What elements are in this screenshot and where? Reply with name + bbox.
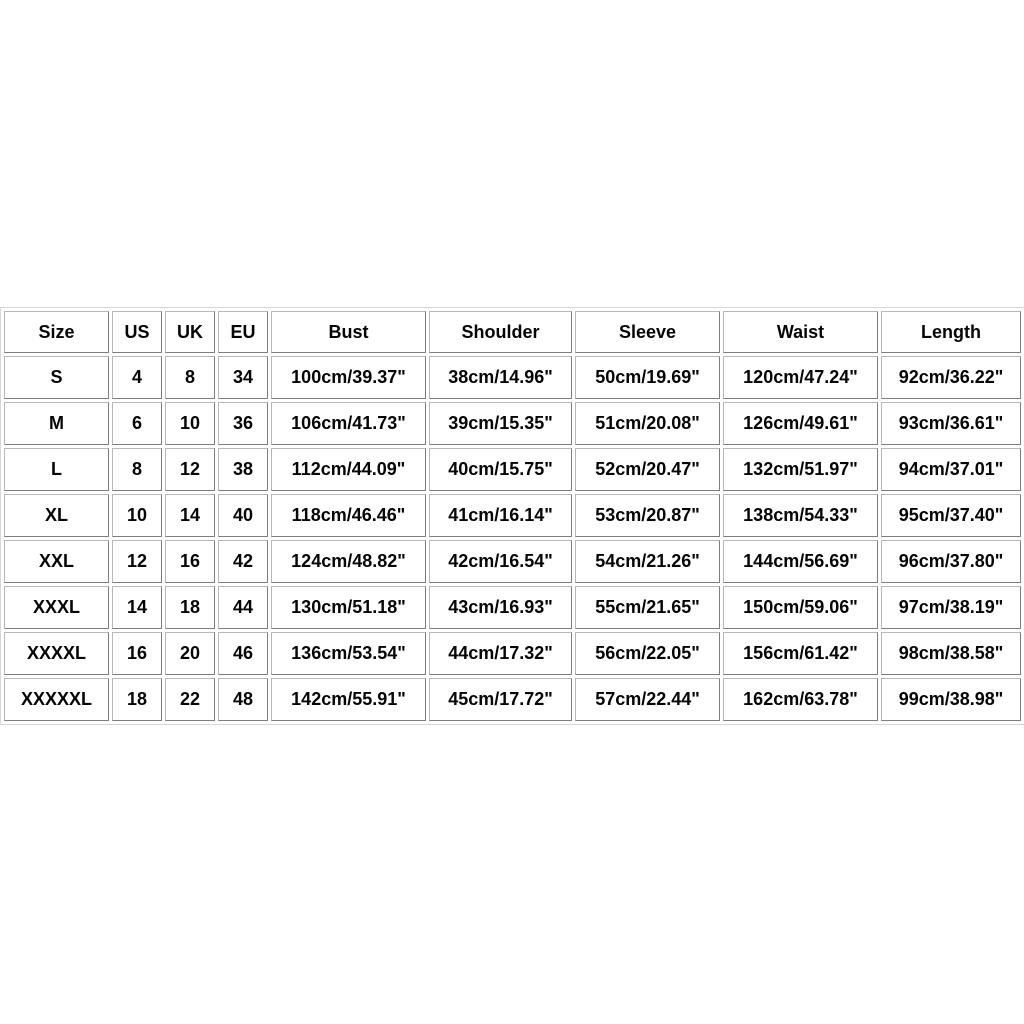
header-us: US [112, 311, 162, 353]
cell-sleeve: 50cm/19.69" [575, 356, 720, 399]
cell-bust: 130cm/51.18" [271, 586, 426, 629]
table-row [4, 402, 1021, 445]
cell-sleeve: 56cm/22.05" [575, 632, 720, 675]
cell-bust: 106cm/41.73" [271, 402, 426, 445]
cell-eu: 44 [218, 586, 268, 629]
header-waist: Waist [723, 311, 878, 353]
cell-length: 96cm/37.80" [881, 540, 1021, 583]
cell-eu: 48 [218, 678, 268, 721]
cell-size: L [4, 448, 109, 491]
cell-length: 99cm/38.98" [881, 678, 1021, 721]
size-chart-table [0, 307, 1024, 725]
cell-shoulder: 39cm/15.35" [429, 402, 572, 445]
cell-length: 95cm/37.40" [881, 494, 1021, 537]
cell-waist: 156cm/61.42" [723, 632, 878, 675]
table-row [4, 586, 1021, 629]
cell-bust: 118cm/46.46" [271, 494, 426, 537]
cell-bust: 136cm/53.54" [271, 632, 426, 675]
cell-size: XXXXXL [4, 678, 109, 721]
cell-shoulder: 42cm/16.54" [429, 540, 572, 583]
cell-uk: 8 [165, 356, 215, 399]
cell-uk: 18 [165, 586, 215, 629]
header-bust: Bust [271, 311, 426, 353]
header-sleeve: Sleeve [575, 311, 720, 353]
cell-uk: 14 [165, 494, 215, 537]
cell-bust: 124cm/48.82" [271, 540, 426, 583]
cell-size: XL [4, 494, 109, 537]
table-row [4, 678, 1021, 721]
cell-us: 6 [112, 402, 162, 445]
cell-uk: 22 [165, 678, 215, 721]
table-row [4, 494, 1021, 537]
cell-length: 93cm/36.61" [881, 402, 1021, 445]
cell-us: 14 [112, 586, 162, 629]
cell-eu: 46 [218, 632, 268, 675]
cell-waist: 162cm/63.78" [723, 678, 878, 721]
cell-shoulder: 41cm/16.14" [429, 494, 572, 537]
cell-length: 94cm/37.01" [881, 448, 1021, 491]
table-row [4, 540, 1021, 583]
cell-shoulder: 40cm/15.75" [429, 448, 572, 491]
cell-eu: 40 [218, 494, 268, 537]
cell-size: S [4, 356, 109, 399]
cell-shoulder: 45cm/17.72" [429, 678, 572, 721]
cell-sleeve: 51cm/20.08" [575, 402, 720, 445]
table-row [4, 448, 1021, 491]
cell-waist: 150cm/59.06" [723, 586, 878, 629]
cell-us: 4 [112, 356, 162, 399]
cell-sleeve: 54cm/21.26" [575, 540, 720, 583]
cell-us: 18 [112, 678, 162, 721]
cell-shoulder: 38cm/14.96" [429, 356, 572, 399]
cell-shoulder: 44cm/17.32" [429, 632, 572, 675]
cell-sleeve: 55cm/21.65" [575, 586, 720, 629]
cell-eu: 36 [218, 402, 268, 445]
table-row [4, 632, 1021, 675]
header-size: Size [4, 311, 109, 353]
cell-us: 16 [112, 632, 162, 675]
cell-sleeve: 57cm/22.44" [575, 678, 720, 721]
table-row [4, 356, 1021, 399]
table-header-row [4, 311, 1021, 353]
cell-sleeve: 52cm/20.47" [575, 448, 720, 491]
cell-waist: 132cm/51.97" [723, 448, 878, 491]
cell-us: 8 [112, 448, 162, 491]
cell-sleeve: 53cm/20.87" [575, 494, 720, 537]
cell-waist: 120cm/47.24" [723, 356, 878, 399]
cell-size: M [4, 402, 109, 445]
cell-uk: 16 [165, 540, 215, 583]
cell-length: 98cm/38.58" [881, 632, 1021, 675]
header-shoulder: Shoulder [429, 311, 572, 353]
cell-size: XXXXL [4, 632, 109, 675]
cell-eu: 34 [218, 356, 268, 399]
cell-length: 97cm/38.19" [881, 586, 1021, 629]
cell-waist: 126cm/49.61" [723, 402, 878, 445]
cell-waist: 144cm/56.69" [723, 540, 878, 583]
header-uk: UK [165, 311, 215, 353]
cell-uk: 10 [165, 402, 215, 445]
cell-uk: 12 [165, 448, 215, 491]
cell-uk: 20 [165, 632, 215, 675]
cell-shoulder: 43cm/16.93" [429, 586, 572, 629]
header-length: Length [881, 311, 1021, 353]
cell-size: XXXL [4, 586, 109, 629]
header-eu: EU [218, 311, 268, 353]
cell-eu: 38 [218, 448, 268, 491]
cell-bust: 100cm/39.37" [271, 356, 426, 399]
cell-bust: 112cm/44.09" [271, 448, 426, 491]
cell-us: 12 [112, 540, 162, 583]
cell-waist: 138cm/54.33" [723, 494, 878, 537]
cell-size: XXL [4, 540, 109, 583]
cell-us: 10 [112, 494, 162, 537]
cell-length: 92cm/36.22" [881, 356, 1021, 399]
cell-bust: 142cm/55.91" [271, 678, 426, 721]
cell-eu: 42 [218, 540, 268, 583]
